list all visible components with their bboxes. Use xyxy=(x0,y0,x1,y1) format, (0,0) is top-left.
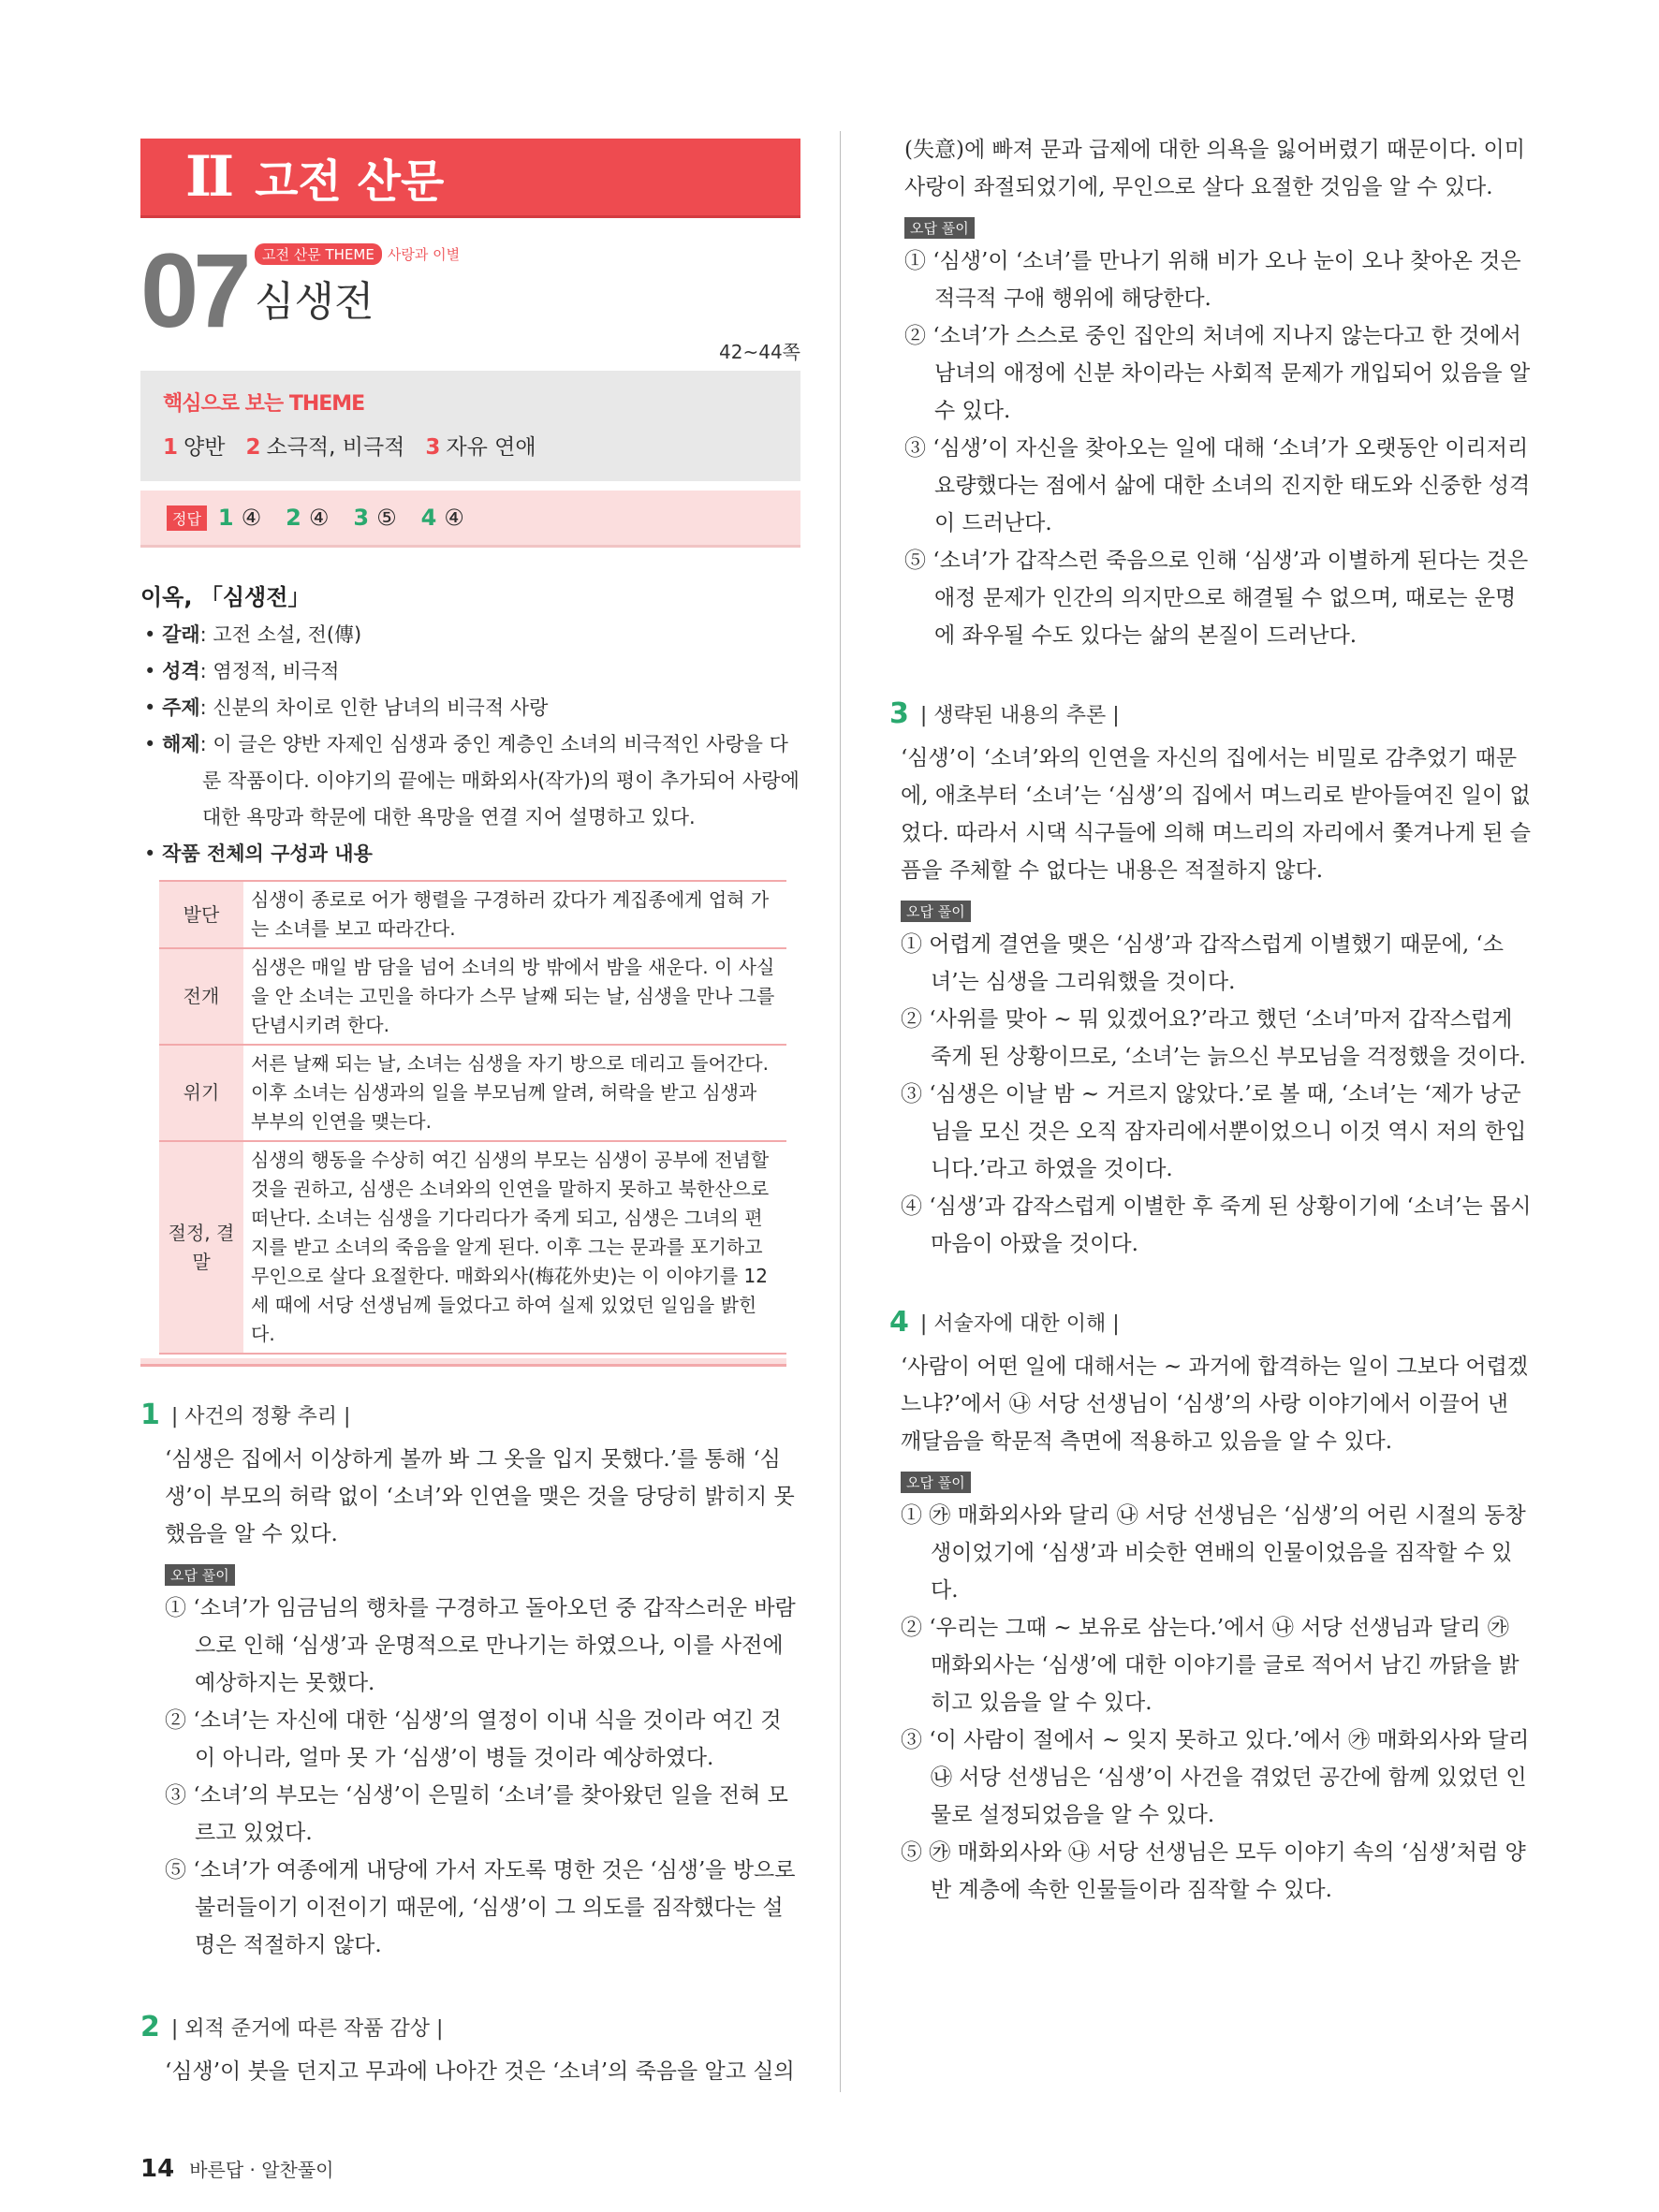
wrong-answer-tag: 오답 풀이 xyxy=(901,901,971,922)
wrong-answer-item: ③ ‘이 사람이 절에서 ~ 잊지 못하고 있다.’에서 ㉮ 매화외사와 달리 ㉯ 서당 선생님은 ‘심생’이 사건을 겪었던 공간에 함께 있었던 인물로 설정되었음을 알 수 있다. xyxy=(901,1728,1530,1827)
question-title: | 사건의 정황 추리 | xyxy=(170,1405,351,1428)
question-2-explanation-continued: (失意)에 빠져 문과 급제에 대한 의욕을 잃어버렸기 때문이다. 이미 사랑이 좌절되었기에, 무인으로 살다 요절한 것임을 알 수 있다. xyxy=(904,138,1525,199)
part-number: II xyxy=(185,144,231,210)
work-info-item: • 주제: 신분의 차이로 인한 남녀의 비극적 사랑 xyxy=(144,696,549,719)
theme-text: 사랑과 이별 xyxy=(387,246,461,263)
answer-item: 1 ④ xyxy=(217,505,262,531)
wrong-answer-tag: 오답 풀이 xyxy=(165,1564,235,1586)
wrong-answer-item: ① ㉮ 매화외사와 달리 ㉯ 서당 선생님은 ‘심생’의 어린 시절의 동창생이었기에 ‘심생’과 비슷한 연배의 인물이었음을 짐작할 수 있다. xyxy=(901,1503,1526,1603)
work-info-item: • 해제: 이 글은 양반 자제인 심생과 중인 계층인 소녀의 비극적인 사랑을 다룬 작품이다. 이야기의 끝에는 매화외사(작가)의 평이 추가되어 사랑에 대한 욕망과 학문에 대한 욕망을 연결 지어 설명하고 있다. xyxy=(144,733,800,828)
plot-row: 발단 심생이 종로로 어가 행렬을 구경하러 갔다가 계집종에게 업혀 가는 소녀를 보고 따라간다. xyxy=(159,881,786,948)
table-underline xyxy=(140,1358,786,1367)
page-footer xyxy=(140,2155,334,2183)
wrong-answer-item: ② ‘소녀’가 스스로 중인 집안의 처녀에 지나지 않는다고 한 것에서 남녀의 애정에 신분 차이라는 사회적 문제가 개입되어 있음을 알 수 있다. xyxy=(904,324,1531,423)
column-divider xyxy=(840,131,841,2092)
wrong-answer-item: ⑤ ‘소녀’가 갑작스런 죽음으로 인해 ‘심생’과 이별하게 된다는 것은 애정 문제가 인간의 의지만으로 해결될 수 없으며, 때로는 운명에 좌우될 수도 있다는 삶의 본질이 드러난다. xyxy=(904,549,1529,648)
work-info-item: • 성격: 염정적, 비극적 xyxy=(144,660,340,682)
answer-tag: 정답 xyxy=(167,505,207,531)
wrong-answer-item: ② ‘사위를 맞아 ~ 뭐 있겠어요?’라고 했던 ‘소녀’마저 갑작스럽게 죽게 된 상황이므로, ‘소녀’는 늙으신 부모님을 걱정했을 것이다. xyxy=(901,1007,1526,1069)
question-explanation: ‘심생’이 ‘소녀’와의 인연을 자신의 집에서는 비밀로 감추었기 때문에, 애초부터 ‘소녀’는 ‘심생’의 집에서 며느리로 받아들여진 일이 없었다. 따라서 시댁 식구들에 의해 며느리의 자리에서 쫓겨나게 된 슬픔을 주체할 수 없다는 내용은 적절하지 않다. xyxy=(901,746,1531,883)
answer-item: 3 ⑤ xyxy=(353,505,397,531)
theme-pill: 고전 산문 THEME xyxy=(255,243,382,265)
work-title: 이옥, 「심생전」 xyxy=(140,584,311,610)
left-column xyxy=(140,139,800,2090)
theme-box-title: 핵심으로 보는 THEME xyxy=(163,392,365,416)
wrong-answer-list xyxy=(904,242,1535,654)
wrong-answer-item: ② ‘우리는 그때 ~ 보유로 삼는다.’에서 ㉯ 서당 선생님과 달리 ㉮ 매화외사는 ‘심생’에 대한 이야기를 글로 적어서 남긴 까닭을 밝히고 있음을 알 수 있다. xyxy=(901,1616,1520,1715)
question-title: | 생략된 내용의 추론 | xyxy=(919,704,1120,727)
answer-box xyxy=(140,491,800,545)
page-number: 14 xyxy=(140,2155,175,2183)
chapter-number: 07 xyxy=(140,232,246,349)
plot-row: 위기 서른 날째 되는 날, 소녀는 심생을 자기 방으로 데리고 들어간다. 이후 소녀는 심생과의 일을 부모님께 알려, 허락을 받고 심생과 부부의 인연을 맺는다. xyxy=(159,1045,786,1141)
chapter-title: 심생전 xyxy=(255,278,374,326)
wrong-answer-item: ④ ‘심생’과 갑작스럽게 이별한 후 죽게 된 상황이기에 ‘소녀’는 몹시 마음이 아팠을 것이다. xyxy=(901,1194,1532,1256)
question-number: 3 xyxy=(889,697,909,730)
question-4 xyxy=(889,1306,1535,1909)
work-info-item: • 갈래: 고전 소설, 전(傳) xyxy=(144,623,362,646)
wrong-answer-item: ① ‘소녀’가 임금님의 행차를 구경하고 돌아오던 중 갑작스러운 바람으로 인해 ‘심생’과 운명적으로 만나기는 하였으나, 이를 사전에 예상하지는 못했다. xyxy=(165,1596,796,1695)
wrong-answer-tag: 오답 풀이 xyxy=(901,1472,971,1493)
wrong-answer-item: ⑤ ㉮ 매화외사와 ㉯ 서당 선생님은 모두 이야기 속의 ‘심생’처럼 양반 계층에 속한 인물들이라 짐작할 수 있다. xyxy=(901,1840,1526,1902)
wrong-answer-item: ⑤ ‘소녀’가 여종에게 내당에 가서 자도록 명한 것은 ‘심생’을 방으로 불러들이기 이전이기 때문에, ‘심생’이 그 의도를 짐작했다는 설명은 적절하지 않다. xyxy=(165,1858,796,1957)
question-explanation: ‘심생’이 붓을 던지고 무과에 나아간 것은 ‘소녀’의 죽음을 알고 실의 xyxy=(165,2059,795,2084)
right-column xyxy=(889,131,1535,1909)
page-range: 42~44쪽 xyxy=(719,341,800,363)
theme-item: 2 소극적, 비극적 xyxy=(245,435,405,460)
wrong-answer-list xyxy=(165,1589,800,1964)
question-explanation: ‘사람이 어떤 일에 대해서는 ~ 과거에 합격하는 일이 그보다 어렵겠느냐?’에서 ㉯ 서당 선생님이 ‘심생’의 사랑 이야기에서 이끌어 낸 깨달음을 학문적 측면에 적용하고 있음을 알 수 있다. xyxy=(901,1355,1529,1454)
question-number: 1 xyxy=(140,1399,160,1431)
question-number: 2 xyxy=(140,2011,160,2044)
part-banner xyxy=(140,139,800,215)
answer-item: 2 ④ xyxy=(286,505,330,531)
theme-item: 1 양반 xyxy=(163,435,226,460)
chapter-theme xyxy=(255,243,460,265)
question-explanation: ‘심생은 집에서 이상하게 볼까 봐 그 옷을 입지 못했다.’를 통해 ‘심생’이 부모의 허락 없이 ‘소녀’와 인연을 맺은 것을 당당히 밝히지 못했음을 알 수 있다. xyxy=(165,1447,795,1546)
part-title: 고전 산문 xyxy=(255,154,445,208)
question-title: | 서술자에 대한 이해 | xyxy=(919,1312,1120,1336)
plot-table xyxy=(159,880,786,1355)
theme-box xyxy=(140,371,800,481)
footer-text: 바른답 · 알찬풀이 xyxy=(189,2159,334,2181)
question-number: 4 xyxy=(889,1306,909,1339)
wrong-answer-item: ③ ‘심생’이 자신을 찾아오는 일에 대해 ‘소녀’가 오랫동안 이리저리 요량했다는 점에서 삶에 대한 소녀의 진지한 태도와 신중한 성격이 드러난다. xyxy=(904,436,1531,535)
wrong-answer-list xyxy=(901,1497,1535,1909)
wrong-answer-item: ③ ‘심생은 이날 밤 ~ 거르지 않았다.’로 볼 때, ‘소녀’는 ‘제가 낭군님을 모신 것은 오직 잠자리에서뿐이었으니 이것 역시 저의 한입니다.’라고 하였을 것이다. xyxy=(901,1082,1527,1181)
wrong-answer-item: ② ‘소녀’는 자신에 대한 ‘심생’의 열정이 이내 식을 것이라 여긴 것이 아니라, 얼마 못 가 ‘심생’이 병들 것이라 예상하였다. xyxy=(165,1708,782,1770)
work-structure-label: • 작품 전체의 구성과 내용 xyxy=(144,842,373,865)
wrong-answer-item: ① ‘심생’이 ‘소녀’를 만나기 위해 비가 오나 눈이 오나 찾아온 것은 적극적 구애 행위에 해당한다. xyxy=(904,249,1521,311)
plot-row: 절정, 결말 심생의 행동을 수상히 여긴 심생의 부모는 심생이 공부에 전념할 것을 권하고, 심생은 소녀와의 인연을 말하지 못하고 북한산으로 떠난다. 소녀는 심생을 기다리다가 죽게 되고, 심생은 그녀의 편지를 받고 소녀의 죽음을 알게 된다. 이후 그는 문과를 포기하고 무인으로 살다 요절한다. 매화외사(梅花外史)는 이 이야기를 12세 때에 서당 선생님께 들었다고 하여 실제 있었던 일임을 밝힌다. xyxy=(159,1141,786,1354)
work-summary xyxy=(140,579,800,1367)
wrong-answer-item: ① 어렵게 결연을 맺은 ‘심생’과 갑작스럽게 이별했기 때문에, ‘소녀’는 심생을 그리워했을 것이다. xyxy=(901,932,1504,994)
question-title: | 외적 준거에 따른 작품 감상 | xyxy=(170,2017,444,2041)
question-3 xyxy=(889,697,1535,1263)
question-2 xyxy=(140,2011,800,2090)
wrong-answer-list xyxy=(901,926,1535,1263)
wrong-answer-item: ③ ‘소녀’의 부모는 ‘심생’이 은밀히 ‘소녀’를 찾아왔던 일을 전혀 모르고 있었다. xyxy=(165,1783,788,1845)
answer-item: 4 ④ xyxy=(420,505,464,531)
chapter-header xyxy=(140,232,800,350)
plot-row: 전개 심생은 매일 밤 담을 넘어 소녀의 방 밖에서 밤을 새운다. 이 사실을 안 소녀는 고민을 하다가 스무 날째 되는 날, 심생을 만나 그를 단념시키려 한다. xyxy=(159,948,786,1045)
theme-item: 3 자유 연애 xyxy=(425,435,536,460)
theme-box-items xyxy=(163,430,778,461)
wrong-answer-tag: 오답 풀이 xyxy=(904,217,975,239)
question-1 xyxy=(140,1399,800,1964)
